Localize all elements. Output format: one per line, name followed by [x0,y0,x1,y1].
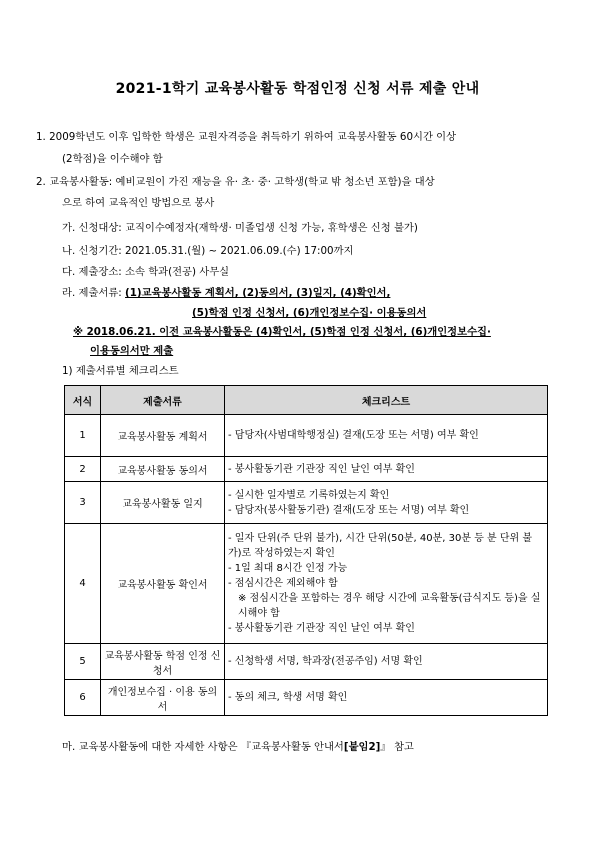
table-row [65,482,548,524]
table-row [65,457,548,482]
row-document: 교육봉사활동 계획서 [101,415,225,457]
row-document: 교육봉사활동 확인서 [101,524,225,644]
check-item: - 실시한 일자별로 기록하였는지 확인 [228,489,390,501]
item-2-line-2: 으로 하여 교육적인 방법으로 봉사 [62,197,215,209]
header-form: 서식 [65,386,101,415]
check-note: ※ 점심시간을 포함하는 경우 해당 시간에 교육활동(급식지도 등)을 실시해야 함 [238,593,541,619]
table-row [65,644,548,680]
row-document: 교육봉사활동 일지 [101,482,225,524]
row-number: 6 [65,680,101,716]
footer-note [62,738,414,753]
table-row [65,415,548,457]
table-row [65,524,548,644]
sub-da: 다. 제출장소: 소속 학과(전공) 사무실 [62,266,230,278]
page-title: 2021-1학기 교육봉사활동 학점인정 신청 서류 제출 안내 [115,81,480,97]
check-item: - 1일 최대 8시간 인정 가능 [228,563,348,574]
note-line-1: ※ 2018.06.21. 이전 교육봉사활동은 (4)확인서, (5)학점 인정 신청서, (6)개인정보수집· [73,326,491,338]
footer-attachment: [붙임2] [343,741,381,753]
row-checklist [225,524,548,644]
row-checklist [225,680,548,716]
checklist-label: 1) 제출서류별 체크리스트 [62,365,179,377]
header-checklist: 체크리스트 [225,386,548,415]
row-number: 4 [65,524,101,644]
row-document: 교육봉사활동 학점 인정 신청서 [101,644,225,680]
check-item: - 담당자(봉사활동기관) 결재(도장 또는 서명) 여부 확인 [228,504,470,516]
row-number: 1 [65,415,101,457]
row-number: 5 [65,644,101,680]
row-document: 교육봉사활동 동의서 [101,457,225,482]
sub-na: 나. 신청기간: 2021.05.31.(월) ~ 2021.06.09.(수) 17:00까지 [62,245,354,257]
sub-ra [62,284,390,299]
row-document: 개인정보수집 · 이용 동의서 [101,680,225,716]
sub-ra-prefix: 라. 제출서류: [62,287,126,299]
table-header-row [65,386,548,415]
check-item: - 봉사활동기관 기관장 직인 날인 여부 확인 [228,463,415,475]
check-item: - 담당자(사범대학행정실) 결재(도장 또는 서명) 여부 확인 [228,430,479,441]
table-row [65,680,548,716]
checklist-table [64,385,548,716]
footer-suffix: 』 참고 [380,741,414,753]
item-1-line-1: 1. 2009학년도 이후 입학한 학생은 교원자격증을 취득하기 위하여 교육봉사활동 60시간 이상 [36,131,457,143]
row-checklist [225,457,548,482]
footer-prefix: 마. 교육봉사활동에 대한 자세한 사항은 『교육봉사활동 안내서 [62,741,344,753]
sub-ra-docs-1: (1)교육봉사활동 계획서, (2)동의서, (3)일지, (4)확인서, [125,287,391,299]
row-checklist [225,482,548,524]
note-line-2: 이용동의서만 제출 [90,345,174,357]
check-item: - 신청학생 서명, 학과장(전공주임) 서명 확인 [228,656,423,667]
check-item: - 점심시간은 제외해야 함 [228,578,338,589]
sub-ra-docs-2: (5)학점 인정 신청서, (6)개인정보수집· 이용동의서 [192,307,427,319]
check-item: - 동의 체크, 학생 서명 확인 [228,692,348,703]
row-checklist [225,415,548,457]
header-document: 제출서류 [101,386,225,415]
item-2-line-1: 2. 교육봉사활동: 예비교원이 가진 재능을 유· 초· 중· 고학생(학교 밖 청소년 포함)을 대상 [36,176,435,188]
item-1-line-2: (2학점)을 이수해야 함 [62,153,163,165]
row-number: 3 [65,482,101,524]
row-checklist [225,644,548,680]
sub-ga: 가. 신청대상: 교직이수예정자(재학생· 미졸업생 신청 가능, 휴학생은 신청 불가) [62,222,418,234]
check-item: - 일자 단위(주 단위 불가), 시간 단위(50분, 40분, 30분 등 분 단위 불가)로 작성하였는지 확인 [228,533,533,559]
row-number: 2 [65,457,101,482]
check-item: - 봉사활동기관 기관장 직인 날인 여부 확인 [228,623,415,634]
